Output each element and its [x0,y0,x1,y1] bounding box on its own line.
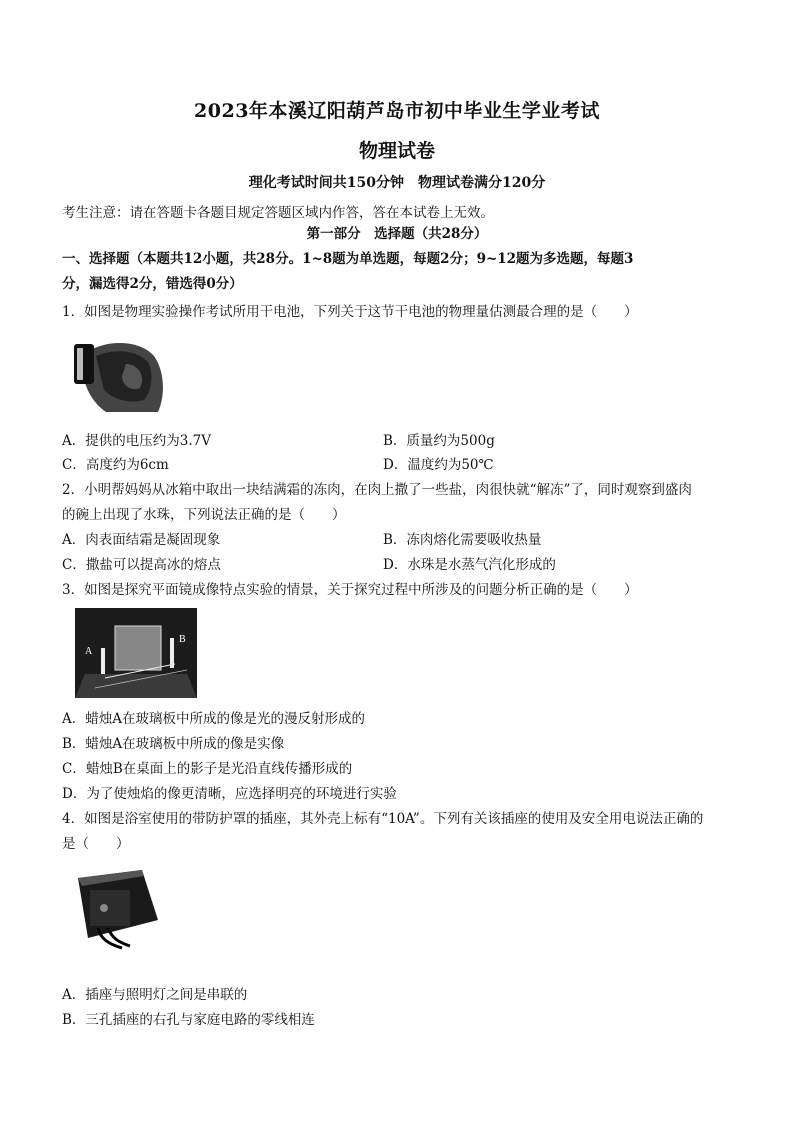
q1-option-b: B．质量约为500g [383,433,495,449]
question-2-stem-line1: 2．小明帮妈妈从冰箱中取出一块结满霜的冻肉，在肉上撒了一些盐，肉很快就“解冻”了，同时观察到盛肉 [62,482,692,498]
q2-option-a: A．肉表面结霜是凝固现象 [62,532,221,548]
q1-option-d: D．温度约为50℃ [383,457,494,473]
figure-label-b: B [179,634,186,645]
question-1-stem: 1．如图是物理实验操作考试所用干电池，下列关于这节干电池的物理量估测最合理的是（ ） [62,304,638,320]
instructions-line1: 一、选择题（本题共12小题，共28分。1~8题为单选题，每题2分；9~12题为多选题，每题3 [62,251,634,267]
exam-info: 理化考试时间共150分钟 物理试卷满分120分 [248,175,546,191]
question-3-stem: 3．如图是探究平面镜成像特点实验的情景，关于探究过程中所涉及的问题分析正确的是（ ） [62,582,638,598]
exam-subtitle: 物理试卷 [358,140,435,162]
q1-option-c: C．高度约为6cm [62,457,169,473]
battery-hand-figure [66,334,166,414]
question-2-stem-line2: 的碗上出现了水珠，下列说法正确的是（ ） [62,507,346,523]
q3-option-b: B．蜡烛A在玻璃板中所成的像是实像 [62,736,285,752]
q1-option-a: A．提供的电压约为3.7V [62,433,211,449]
q2-option-b: B．冻肉熔化需要吸收热量 [383,532,542,548]
q4-option-b: B．三孔插座的右孔与家庭电路的零线相连 [62,1012,315,1028]
q3-option-a: A．蜡烛A在玻璃板中所成的像是光的漫反射形成的 [62,711,365,727]
q3-option-d: D．为了使烛焰的像更清晰，应选择明亮的环境进行实验 [62,786,397,802]
figure-label-a: A [85,646,93,657]
notice: 考生注意：请在答题卡各题目规定答题区域内作答，答在本试卷上无效。 [62,205,494,221]
q2-option-c: C．撒盐可以提高冰的熔点 [62,557,221,573]
q3-option-c: C．蜡烛B在桌面上的影子是光沿直线传播形成的 [62,761,353,777]
exam-title: 2023年本溪辽阳葫芦岛市初中毕业生学业考试 [194,100,600,122]
question-4-stem-line2: 是（ ） [62,836,130,852]
q4-option-a: A．插座与照明灯之间是串联的 [62,987,248,1003]
instructions-line2: 分，漏选得2分，错选得0分） [62,276,243,292]
question-4-stem-line1: 4．如图是浴室使用的带防护罩的插座，其外壳上标有“10A”。下列有关该插座的使用及安全用电说法正确的 [62,811,704,827]
part1-heading: 第一部分 选择题（共28分） [306,226,488,242]
socket-cover-figure [70,866,160,952]
plane-mirror-figure [75,608,197,698]
q2-option-d: D．水珠是水蒸气汽化形成的 [383,557,556,573]
